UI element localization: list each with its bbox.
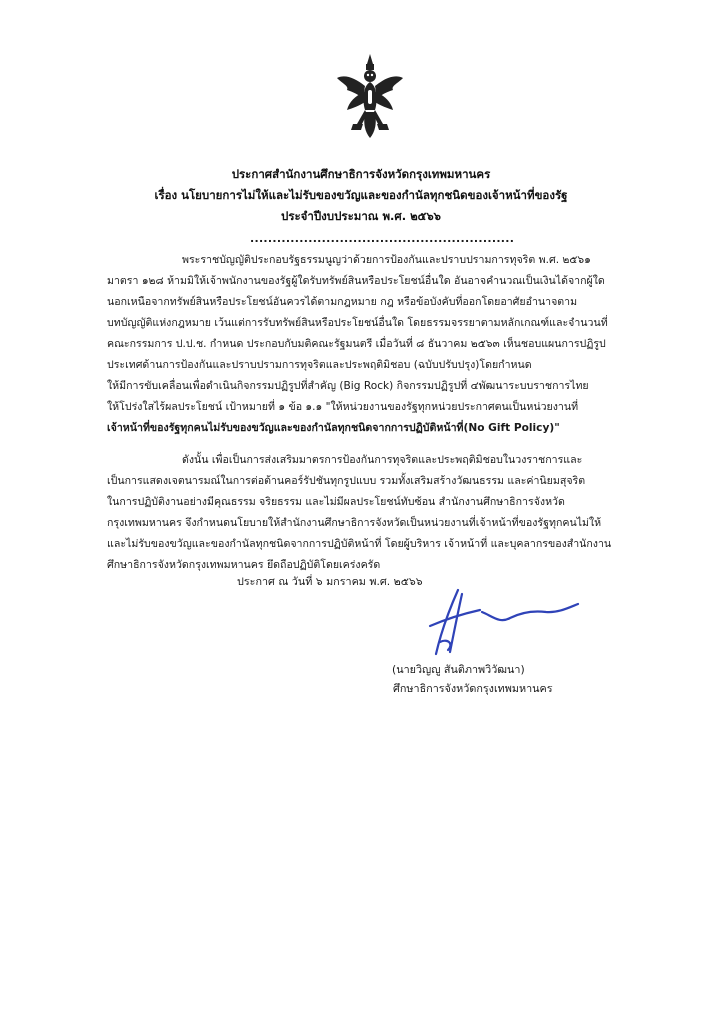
paragraph-2-line: ในการปฏิบัติงานอย่างมีคุณธรรม จริยธรรม และไม่มีผลประโยชน์ทับซ้อน สำนักงานศึกษาธิการจังหวัด	[107, 496, 565, 508]
paragraph-1-line: บทบัญญัติแห่งกฎหมาย เว้นแต่การรับทรัพย์สินหรือประโยชน์อื่นใด โดยธรรมจรรยาตามหลักเกณฑ์และจำนวนที่	[107, 317, 608, 329]
signer-position: ศึกษาธิการจังหวัดกรุงเทพมหานคร	[393, 682, 553, 695]
fiscal-year: ประจำปีงบประมาณ พ.ศ. ๒๕๖๖	[281, 209, 441, 223]
garuda-emblem-icon	[335, 52, 405, 142]
announcement-subject: เรื่อง นโยบายการไม่ให้และไม่รับของขวัญและของกำนัลทุกชนิดของเจ้าหน้าที่ของรัฐ	[154, 188, 568, 202]
paragraph-2-line: ดังนั้น เพื่อเป็นการส่งเสริมมาตรการป้องกันการทุจริตและประพฤติมิชอบในวงราชการและ	[182, 454, 583, 466]
title-separator: ...........................................................	[250, 232, 515, 245]
signer-name: (นายวิญญู สันติภาพวิวัฒนา)	[392, 663, 525, 676]
paragraph-1-line: มาตรา ๑๒๘ ห้ามมิให้เจ้าพนักงานของรัฐผู้ใดรับทรัพย์สินหรือประโยชน์อื่นใด อันอาจคำนวณเป็นเงินได้จากผู้ใด	[107, 275, 605, 287]
no-gift-policy-line: เจ้าหน้าที่ของรัฐทุกคนไม่รับของขวัญและของกำนัลทุกชนิดจากการปฏิบัติหน้าที่(No Gift Policy)"	[107, 422, 560, 434]
paragraph-2-line: กรุงเทพมหานคร จึงกำหนดนโยบายให้สำนักงานศึกษาธิการจังหวัดเป็นหน่วยงานที่เจ้าหน้าที่ของรัฐทุกคนไม่ให้	[107, 517, 602, 529]
paragraph-2-line: และไม่รับของขวัญและของกำนัลทุกชนิดจากการปฏิบัติหน้าที่ โดยผู้บริหาร เจ้าหน้าที่ และบุคลากรของสำนักงาน	[107, 538, 612, 550]
paragraph-2-line: เป็นการแสดงเจตนารมณ์ในการต่อต้านคอร์รัปชันทุกรูปแบบ รวมทั้งเสริมสร้างวัฒนธรรม และค่านิยมสุจริต	[107, 475, 586, 487]
paragraph-2-line: ศึกษาธิการจังหวัดกรุงเทพมหานคร ยึดถือปฏิบัติโดยเคร่งครัด	[107, 559, 381, 571]
paragraph-1-line: ให้มีการขับเคลื่อนเพื่อดำเนินกิจกรรมปฏิรูปที่สำคัญ (Big Rock) กิจกรรมปฏิรูปที่ ๔พัฒนาระบบราชการไทย	[107, 380, 589, 392]
paragraph-1-line: ให้โปร่งใสไร้ผลประโยชน์ เป้าหมายที่ ๑ ข้อ ๑.๑ "ให้หน่วยงานของรัฐทุกหน่วยประกาศตนเป็นหน่วยงานที่	[107, 401, 579, 413]
handwritten-signature	[418, 582, 596, 662]
paragraph-1-line: พระราชบัญญัติประกอบรัฐธรรมนูญว่าด้วยการป้องกันและปราบปรามการทุจริต พ.ศ. ๒๕๖๑	[182, 254, 591, 266]
paragraph-1-line: ประเทศด้านการป้องกันและปราบปรามการทุจริตและประพฤติมิชอบ (ฉบับปรับปรุง)โดยกำหนด	[107, 359, 532, 371]
announcement-date: ประกาศ ณ วันที่ ๖ มกราคม พ.ศ. ๒๕๖๖	[237, 575, 423, 588]
announcement-title: ประกาศสำนักงานศึกษาธิการจังหวัดกรุงเทพมหานคร	[231, 167, 491, 181]
paragraph-1-line: นอกเหนือจากทรัพย์สินหรือประโยชน์อันควรได้ตามกฎหมาย กฎ หรือข้อบังคับที่ออกโดยอาศัยอำนาจตาม	[107, 296, 578, 308]
paragraph-1-line: คณะกรรมการ ป.ป.ช. กำหนด ประกอบกับมติคณะรัฐมนตรี เมื่อวันที่ ๘ ธันวาคม ๒๕๖๓ เห็นชอบแผนการปฏิรูป	[107, 338, 606, 350]
